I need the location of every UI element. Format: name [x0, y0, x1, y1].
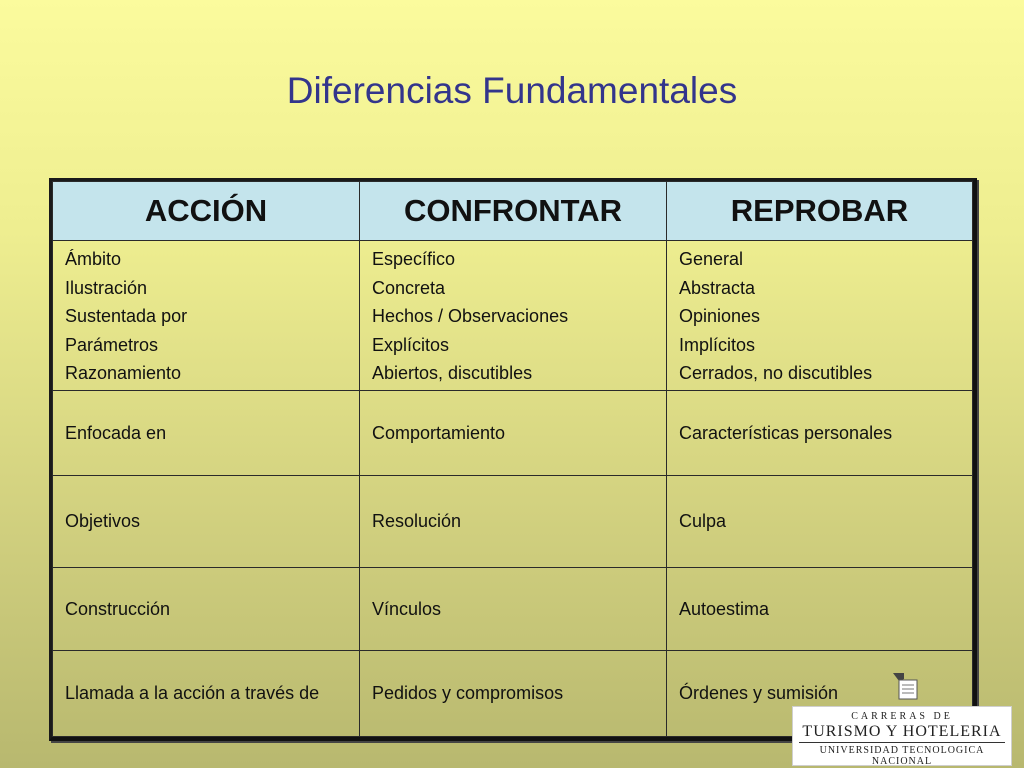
cell-line: General [679, 249, 744, 269]
table-cell: Autoestima [667, 568, 973, 651]
cell-line: Cerrados, no discutibles [679, 363, 873, 383]
table-cell [53, 241, 360, 391]
header-confrontar: CONFRONTAR [360, 182, 667, 241]
table-cell: Resolución [360, 476, 667, 568]
logo-divider [799, 742, 1005, 743]
table-cell: Órdenes y sumisión [667, 651, 973, 737]
table-header-row [53, 182, 973, 241]
table-row [53, 568, 973, 651]
cell-line: Abstracta [679, 277, 756, 298]
cell-line: Ilustración [65, 277, 148, 298]
table-cell: Comportamiento [360, 391, 667, 476]
cell-line: Concreta [372, 277, 446, 298]
table-cell [667, 241, 973, 391]
logo-line-3: UNIVERSIDAD TECNOLOGICA NACIONAL [819, 745, 985, 767]
university-logo [792, 706, 1012, 766]
cell-line: Opiniones [679, 306, 761, 326]
table-cell: Culpa [667, 476, 973, 568]
table-cell: Vínculos [360, 568, 667, 651]
table-row [53, 241, 973, 391]
cell-line: Implícitos [679, 334, 756, 355]
table-row [53, 391, 973, 476]
table-cell: Pedidos y compromisos [360, 651, 667, 737]
table-cell: Llamada a la acción a través de [53, 651, 360, 737]
table-cell: Enfocada en [53, 391, 360, 476]
cell-line: Abiertos, discutibles [372, 363, 533, 383]
document-icon[interactable] [890, 671, 920, 701]
table-cell [360, 241, 667, 391]
cell-line: Hechos / Observaciones [372, 306, 569, 326]
cell-line: Específico [372, 249, 456, 269]
cell-line: Parámetros [65, 334, 159, 355]
table-cell: Construcción [53, 568, 360, 651]
logo-line-2: TURISMO Y HOTELERIA [802, 723, 1002, 740]
table-row [53, 476, 973, 568]
comparison-table [49, 178, 977, 741]
cell-line: Razonamiento [65, 363, 182, 383]
header-reprobar: REPROBAR [667, 182, 973, 241]
slide-title: Diferencias Fundamentales [286, 70, 738, 111]
table-cell: Objetivos [53, 476, 360, 568]
table-cell: Características personales [667, 391, 973, 476]
logo-line-1: CARRERAS DE [851, 711, 953, 722]
header-accion: ACCIÓN [53, 182, 360, 241]
cell-line: Sustentada por [65, 306, 188, 326]
cell-line: Ámbito [65, 249, 122, 269]
cell-line: Explícitos [372, 334, 450, 355]
